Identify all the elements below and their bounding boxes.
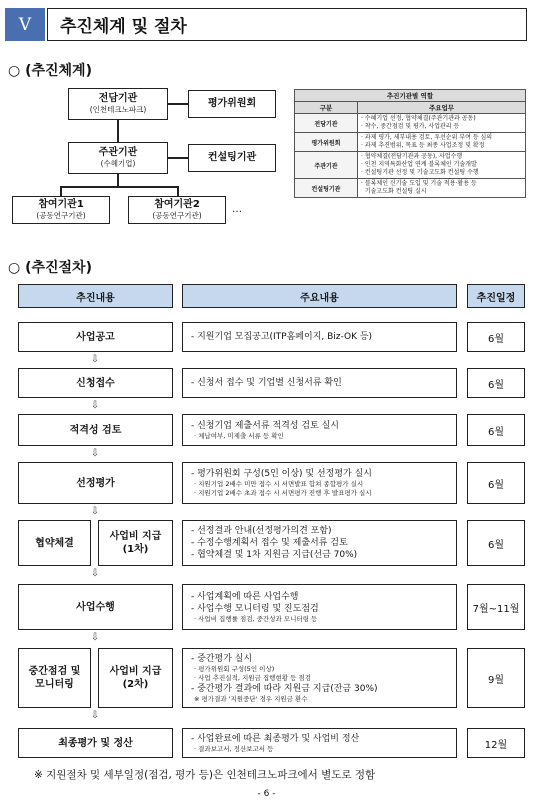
step-content [182, 584, 457, 630]
roles-row [295, 179, 526, 198]
content-sub: · 사업 추진실적, 지원금 집행현황 등 점검 [194, 673, 311, 682]
roles-row [295, 114, 526, 133]
footnote: ※ 지원절차 및 세부일정(점검, 평가 등)은 인천테크노파크에서 별도로 정함 [34, 769, 376, 781]
connector [117, 174, 119, 186]
role-line: · 과제 평가, 세부내용 검토, 우선순위 부여 등 심의 [361, 134, 493, 141]
content-main: - 평가위원회 구성(5인 이상) 및 선정평가 실시 [191, 469, 372, 479]
connector [117, 120, 119, 142]
step-date: 6월 [467, 322, 525, 352]
content-main: - 신청서 접수 및 기업별 신청서류 확인 [191, 378, 342, 388]
step-date: 6월 [467, 462, 525, 504]
step-content [182, 462, 457, 504]
role-line: · 블록체인 신기술 도입 및 기술 적용·활용 등 [361, 180, 477, 187]
role-description [358, 133, 526, 152]
role-description [358, 179, 526, 198]
connector [60, 186, 62, 196]
step-content [182, 728, 457, 758]
col-header-content: 주요내용 [182, 284, 457, 308]
step-content [182, 322, 457, 352]
role-category: 주관기관 [295, 152, 358, 179]
down-arrow-icon: ⇩ [90, 632, 100, 643]
step-box: 최종평가 및 정산 [18, 728, 173, 758]
step-box: 사업공고 [18, 322, 173, 352]
participant2-sub: (공동연구기관) [152, 211, 202, 220]
step-content [182, 520, 457, 566]
content-main: - 수정수행계획서 접수 및 제출서류 검토 [191, 538, 348, 548]
down-arrow-icon: ⇩ [90, 448, 100, 459]
down-arrow-icon: ⇩ [90, 568, 100, 579]
host-agency-sub: (수혜기업) [100, 159, 136, 168]
participant1-name: 참여기관1 [38, 199, 84, 210]
step-box-payment: 사업비 지급 (2차) [98, 648, 173, 708]
connector [168, 103, 188, 105]
role-line: · 과제 추진범위, 목표 등 최종 사업조정 및 확정 [361, 142, 485, 149]
step-box: 협약체결 [18, 520, 91, 566]
content-sub: · 지원기업 2배수 초과 접수 시 서면평가 진행 후 발표평가 실시 [194, 489, 372, 497]
content-main: - 중간평가 결과에 따라 지원금 지급(잔금 30%) [191, 683, 378, 694]
down-arrow-icon: ⇩ [90, 710, 100, 721]
host-agency-name: 주관기관 [98, 147, 138, 158]
step-content [182, 368, 457, 398]
down-arrow-icon: ⇩ [90, 506, 100, 517]
step-date: 7월~11월 [467, 584, 525, 630]
lead-agency-name: 전담기관 [98, 93, 138, 104]
step-date: 6월 [467, 368, 525, 398]
eval-committee-box [188, 90, 276, 118]
consulting-box [188, 144, 276, 172]
consulting-name: 컨설팅기관 [207, 152, 257, 163]
content-main: - 신청기업 제출서류 적격성 검토 실시 [191, 420, 339, 431]
content-main: - 사업계획에 따른 사업수행 [191, 591, 299, 602]
eval-committee-name: 평가위원회 [207, 98, 257, 109]
lead-agency-box [68, 88, 168, 120]
content-sub: · 평가위원회 구성(5인 이상) [194, 664, 275, 673]
role-category: 평가위원회 [295, 133, 358, 152]
connector [168, 157, 188, 159]
role-line: · 수혜기업 선정, 협약체결(주관기관과 공동) [361, 115, 476, 122]
role-category: 전담기관 [295, 114, 358, 133]
step-box: 사업수행 [18, 584, 173, 630]
host-agency-box [68, 142, 168, 174]
step-date: 9월 [467, 648, 525, 708]
role-description [358, 114, 526, 133]
content-note: ※ 평가결과 '지원중단' 경우 지원금 환수 [194, 694, 308, 703]
step-date: 6월 [467, 520, 525, 566]
content-main: - 사업완료에 따른 최종평가 및 사업비 정산 [191, 733, 360, 744]
roles-row [295, 133, 526, 152]
step-box: 신청접수 [18, 368, 173, 398]
col-header-step: 추진내용 [18, 284, 173, 308]
content-main: - 중간평가 실시 [191, 653, 253, 664]
roles-table-title: 추진기관별 역할 [295, 90, 526, 102]
content-sub: · 체납여부, 미제출 서류 등 확인 [194, 431, 284, 440]
step-box: 중간점검 및 모니터링 [18, 648, 91, 708]
content-sub: · 사업비 집행률 점검, 중간성과 모니터링 등 [194, 614, 318, 623]
connector [60, 186, 178, 188]
role-line: · 협약체결(전담기관과 공동), 사업수행 [361, 153, 463, 160]
role-category: 컨설팅기관 [295, 179, 358, 198]
connector [177, 186, 179, 196]
content-main: - 사업수행 모니터링 및 진도점검 [191, 603, 319, 614]
col-header-date: 추진일정 [467, 284, 525, 308]
participant2-name: 참여기관2 [154, 199, 200, 210]
roles-col-cat: 구분 [295, 102, 358, 114]
content-main: - 지원기업 모집공고(ITP홈페이지, Biz-OK 등) [191, 332, 373, 342]
down-arrow-icon: ⇩ [90, 354, 100, 365]
step-box-payment: 사업비 지급 (1차) [98, 520, 173, 566]
step-box: 적격성 검토 [18, 414, 173, 446]
step-date: 12월 [467, 728, 525, 758]
page-number: - 6 - [257, 789, 276, 799]
content-sub: · 지원기업 2배수 미만 접수 시 서면발표 합쳐 종합평가 실시 [194, 480, 364, 488]
step-content [182, 648, 457, 708]
page-title: 추진체계 및 절차 [47, 8, 527, 41]
step-box: 선정평가 [18, 462, 173, 504]
roles-col-desc: 주요업무 [358, 102, 526, 114]
roles-table [294, 89, 526, 198]
org-section-title: ○ (추진체계) [8, 63, 92, 79]
section-number: V [5, 8, 45, 41]
content-main: - 선정결과 안내(선정평가의견 포함) [191, 526, 332, 536]
participant2-box [128, 196, 226, 224]
participant1-box [12, 196, 110, 224]
participant1-sub: (공동연구기관) [36, 211, 86, 220]
step-date: 6월 [467, 414, 525, 446]
content-main: - 협약체결 및 1차 지원금 지급(선금 70%) [191, 550, 358, 560]
ellipsis: … [232, 204, 242, 215]
roles-row [295, 152, 526, 179]
role-description [358, 152, 526, 179]
role-line: 기술고도화 컨설팅 실시 [361, 188, 427, 195]
lead-agency-sub: (인천테크노파크) [89, 105, 147, 114]
role-line: · 인천 지역특화산업 연계 블록체인 기술개발 [361, 161, 477, 168]
step-content [182, 414, 457, 446]
role-line: · 착수, 중간점검 및 평가, 사업관리 등 [361, 123, 460, 130]
content-sub: · 결과보고서, 정산보고서 등 [194, 744, 274, 753]
down-arrow-icon: ⇩ [90, 400, 100, 411]
role-line: · 컨설팅기관 선정 및 기술고도화 컨설팅 수행 [361, 169, 479, 176]
procedure-section-title: ○ (추진절차) [8, 260, 92, 276]
